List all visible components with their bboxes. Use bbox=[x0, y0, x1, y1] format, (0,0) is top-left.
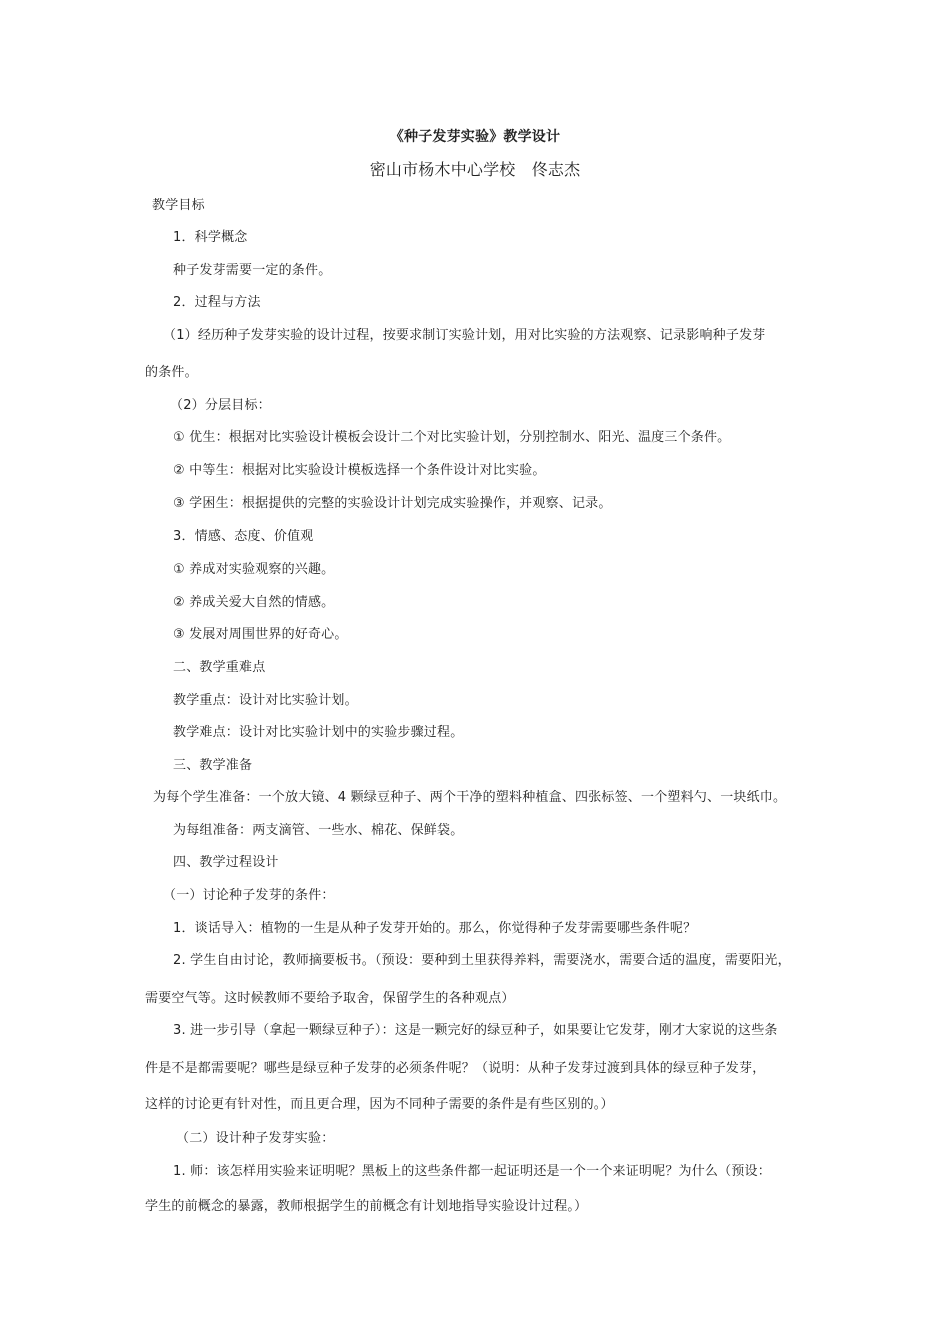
paragraph-line: 2. 学生自由讨论，教师摘要板书。（预设：要种到土里获得养料，需要浇水，需要合适的温度，需要阳光， bbox=[173, 953, 791, 968]
list-item: ③ 学困生：根据提供的完整的实验设计计划完成实验操作，并观察、记录。 bbox=[173, 496, 612, 511]
list-item: ③ 发展对周围世界的好奇心。 bbox=[173, 627, 348, 642]
paragraph-line: 为每组准备：两支滴管、一些水、棉花、保鲜袋。 bbox=[173, 823, 464, 838]
paragraph-line: 1．谈话导入：植物的一生是从种子发芽开始的。那么，你觉得种子发芽需要哪些条件呢？ bbox=[173, 921, 697, 936]
paragraph-line: 3. 进一步引导（拿起一颗绿豆种子）：这是一颗完好的绿豆种子，如果要让它发芽，刚才大家说的这些条 bbox=[173, 1023, 778, 1038]
paragraph-line: 1. 师：该怎样用实验来证明呢？黑板上的这些条件都一起证明还是一个一个来证明呢？为什么（预设： bbox=[173, 1164, 771, 1179]
section-heading-preparation: 三、教学准备 bbox=[173, 758, 253, 773]
paragraph-line: （1）经历种子发芽实验的设计过程，按要求制订实验计划，用对比实验的方法观察、记录影响种子发芽 bbox=[163, 328, 766, 343]
paragraph-line: 为每个学生准备：一个放大镜、4 颗绿豆种子、两个干净的塑料种植盒、四张标签、一个塑料勺、一块纸巾。 bbox=[153, 790, 787, 805]
paragraph-line: 件是不是都需要呢？哪些是绿豆种子发芽的必须条件呢？（说明：从种子发芽过渡到具体的绿豆种子发芽， bbox=[145, 1061, 766, 1076]
list-item: ② 养成关爱大自然的情感。 bbox=[173, 595, 335, 610]
list-item: ① 优生：根据对比实验设计模板会设计二个对比实验计划，分别控制水、阳光、温度三个条件。 bbox=[173, 430, 731, 445]
list-item: ② 中等生：根据对比实验设计模板选择一个条件设计对比实验。 bbox=[173, 463, 546, 478]
paragraph-line: 教学难点：设计对比实验计划中的实验步骤过程。 bbox=[173, 725, 464, 740]
section-heading-process: 四、教学过程设计 bbox=[173, 855, 279, 870]
paragraph-line: 这样的讨论更有针对性，而且更合理，因为不同种子需要的条件是有些区别的。） bbox=[145, 1097, 614, 1112]
section-heading-key-points: 二、教学重难点 bbox=[173, 660, 266, 675]
section-heading-objectives: 教学目标 bbox=[152, 198, 205, 213]
document-title: 《种子发芽实验》教学设计 bbox=[389, 129, 561, 145]
author-line: 密山市杨木中心学校 佟志杰 bbox=[369, 160, 581, 179]
paragraph-line: 学生的前概念的暴露，教师根据学生的前概念有计划地指导实验设计过程。） bbox=[145, 1199, 588, 1214]
subsection-heading: （一）讨论种子发芽的条件： bbox=[163, 888, 335, 903]
subheading-concept: 1．科学概念 bbox=[173, 230, 248, 245]
paragraph-line: 种子发芽需要一定的条件。 bbox=[173, 263, 332, 278]
paragraph-line: 的条件。 bbox=[145, 365, 198, 380]
subheading-method: 2．过程与方法 bbox=[173, 295, 261, 310]
subheading-attitude: 3．情感、态度、价值观 bbox=[173, 529, 314, 544]
paragraph-line: 教学重点：设计对比实验计划。 bbox=[173, 693, 358, 708]
paragraph-line: （2）分层目标： bbox=[170, 398, 271, 413]
paragraph-line: 需要空气等。这时候教师不要给予取舍，保留学生的各种观点） bbox=[145, 991, 515, 1006]
list-item: ① 养成对实验观察的兴趣。 bbox=[173, 562, 335, 577]
subsection-heading: （二）设计种子发芽实验： bbox=[176, 1131, 335, 1146]
